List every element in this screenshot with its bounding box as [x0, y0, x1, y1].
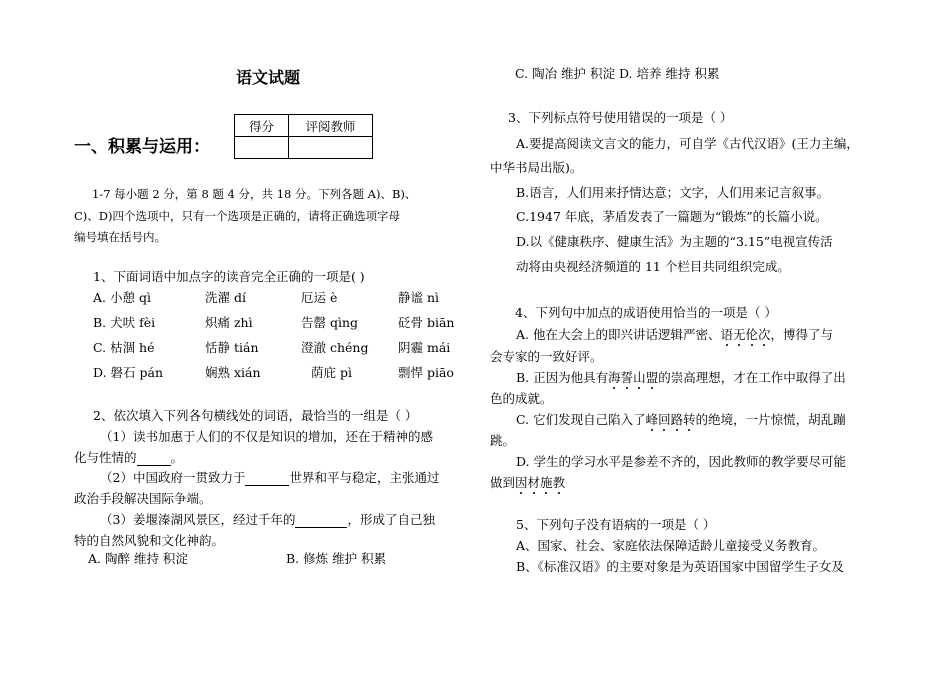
q1-option: 告罄 qìng	[301, 315, 359, 330]
q4-option-b: B. 正因为他具有海誓山盟的崇高理想，才在工作中取得了出	[516, 370, 846, 385]
score-header: 得分	[235, 115, 289, 137]
dotted-idiom	[720, 327, 770, 342]
q2-sentence-1-cont: 化与性情的 。	[74, 450, 184, 465]
q4-option-a-cont: 会专家的一致好评。	[490, 349, 603, 364]
answer-blank[interactable]	[295, 515, 347, 528]
q3-option-a-cont: 中华书局出版)。	[490, 160, 583, 175]
dotted-char: 转	[683, 412, 696, 427]
dotted-idiom	[646, 412, 696, 427]
q1-option: 恬静 tián	[205, 340, 259, 355]
page-title: 语文试题	[236, 68, 301, 87]
q2-sentence-3-cont: 特的自然风貌和文化神韵。	[74, 533, 225, 548]
intro-line-3: 编号填在括号内。	[74, 230, 166, 244]
q3-option-a: A.要提高阅读文言文的能力，可自学《古代汉语》(王力主编，	[516, 136, 859, 151]
dotted-char: 海	[608, 370, 621, 385]
dotted-char: 誓	[620, 370, 634, 385]
q1-option: 荫庇 pì	[311, 365, 352, 380]
q4-option-c: C. 它们发现自己陷入了峰回路转的绝境，一片惊慌，胡乱蹦	[516, 412, 846, 427]
q3-option-d-cont: 动将由央视经济频道的 11 个栏目共同组织完成。	[516, 259, 790, 274]
answer-blank[interactable]	[137, 453, 171, 466]
q2-sentence-3: （3）姜堰溱湖风景区，经过千年的 ，形成了自己独	[100, 512, 435, 527]
q3-option-c: C.1947 年底，茅盾发表了一篇题为“锻炼”的长篇小说。	[516, 209, 828, 224]
q1-option: 砭骨 biān	[398, 315, 455, 330]
q3-stem: 3、下列标点符号使用错误的一项是（ ）	[508, 110, 733, 125]
q1-option: 静谧 nì	[398, 290, 440, 305]
q2-option-b: B. 修炼 维护 积累	[286, 551, 387, 566]
dotted-idiom	[608, 370, 658, 385]
q4-option-c-cont: 跳。	[490, 433, 516, 448]
section-heading: 一、积累与运用：	[74, 137, 210, 157]
q2-option-cd: C. 陶冶 维护 积淀 D. 培养 维持 积累	[515, 66, 720, 81]
dotted-char: 峰	[645, 412, 659, 427]
dotted-char: 盟	[645, 370, 659, 385]
q4-stem: 4、下列句中加点的成语使用恰当的一项是（ ）	[515, 305, 777, 320]
dotted-char: 材	[527, 475, 541, 490]
q1-option: C. 枯涸 hé	[93, 340, 155, 355]
q1-option: 剽悍 piāo	[398, 365, 454, 380]
dotted-char: 无	[733, 327, 746, 342]
q2-sentence-2-cont: 政治手段解决国际争端。	[74, 491, 212, 506]
dotted-char: 因	[515, 475, 528, 490]
q5-stem: 5、下列句子没有语病的一项是（ ）	[516, 517, 716, 532]
dotted-char: 教	[552, 475, 566, 490]
q1-option: 洗濯 dí	[205, 290, 246, 305]
q1-option: 厄运 è	[301, 290, 338, 305]
q4-option-d-cont: 做到因材施教	[490, 475, 566, 490]
q1-option: 澄澈 chéng	[301, 340, 369, 355]
dotted-char: 路	[670, 412, 684, 427]
grader-header: 评阅教师	[289, 115, 373, 137]
dotted-idiom	[515, 475, 565, 490]
dotted-char: 山	[633, 370, 646, 385]
answer-blank[interactable]	[245, 473, 289, 486]
score-table	[234, 114, 373, 159]
score-cell[interactable]	[235, 137, 289, 159]
q1-option: A. 小憩 qì	[93, 290, 151, 305]
q2-sentence-2: （2）中国政府一贯致力于 世界和平与稳定，主张通过	[100, 470, 440, 485]
dotted-char: 施	[540, 475, 553, 490]
intro-line-1: 1-7 每小题 2 分，第 8 题 4 分，共 18 分。下列各题 A)、B)、	[92, 187, 417, 201]
q2-option-a: A. 陶醉 维持 积淀	[88, 551, 188, 566]
dotted-char: 语	[720, 327, 733, 342]
q1-stem: 1、下面词语中加点字的读音完全正确的一项是( )	[93, 269, 365, 284]
q3-option-d: D.以《健康秩序、健康生活》为主题的“3.15”电视宣传活	[516, 234, 833, 249]
q1-option: D. 磐石 pán	[93, 365, 164, 380]
q1-option: B. 犬吠 fèi	[93, 315, 156, 330]
q2-stem: 2、依次填入下列各句横线处的词语，最恰当的一组是（ ）	[93, 408, 418, 423]
dotted-char: 回	[658, 412, 671, 427]
q1-option: 阴霾 mái	[398, 340, 451, 355]
q1-option: 娴熟 xián	[205, 365, 261, 380]
q5-option-a: A、国家、社会、家庭依法保障适龄儿童接受义务教育。	[516, 538, 826, 553]
q5-option-b: B、《标准汉语》的主要对象是为英语国家中国留学生子女及	[516, 559, 844, 574]
q1-option: 炽痛 zhì	[205, 315, 253, 330]
grader-cell[interactable]	[289, 137, 373, 159]
q2-sentence-1: （1）读书加惠于人们的不仅是知识的增加，还在于精神的感	[100, 429, 433, 444]
q4-option-d: D. 学生的学习水平是参差不齐的，因此教师的教学要尽可能	[516, 454, 847, 469]
intro-line-2: C)、D)四个选项中，只有一个选项是正确的，请将正确选项字母	[74, 209, 400, 223]
q4-option-b-cont: 色的成就。	[490, 391, 553, 406]
dotted-char: 伦	[745, 327, 759, 342]
dotted-char: 次	[758, 327, 771, 342]
q4-option-a: A. 他在大会上的即兴讲话逻辑严密、语无伦次，博得了与	[516, 327, 834, 342]
q3-option-b: B.语言，人们用来抒情达意；文字，人们用来记言叙事。	[516, 185, 830, 200]
